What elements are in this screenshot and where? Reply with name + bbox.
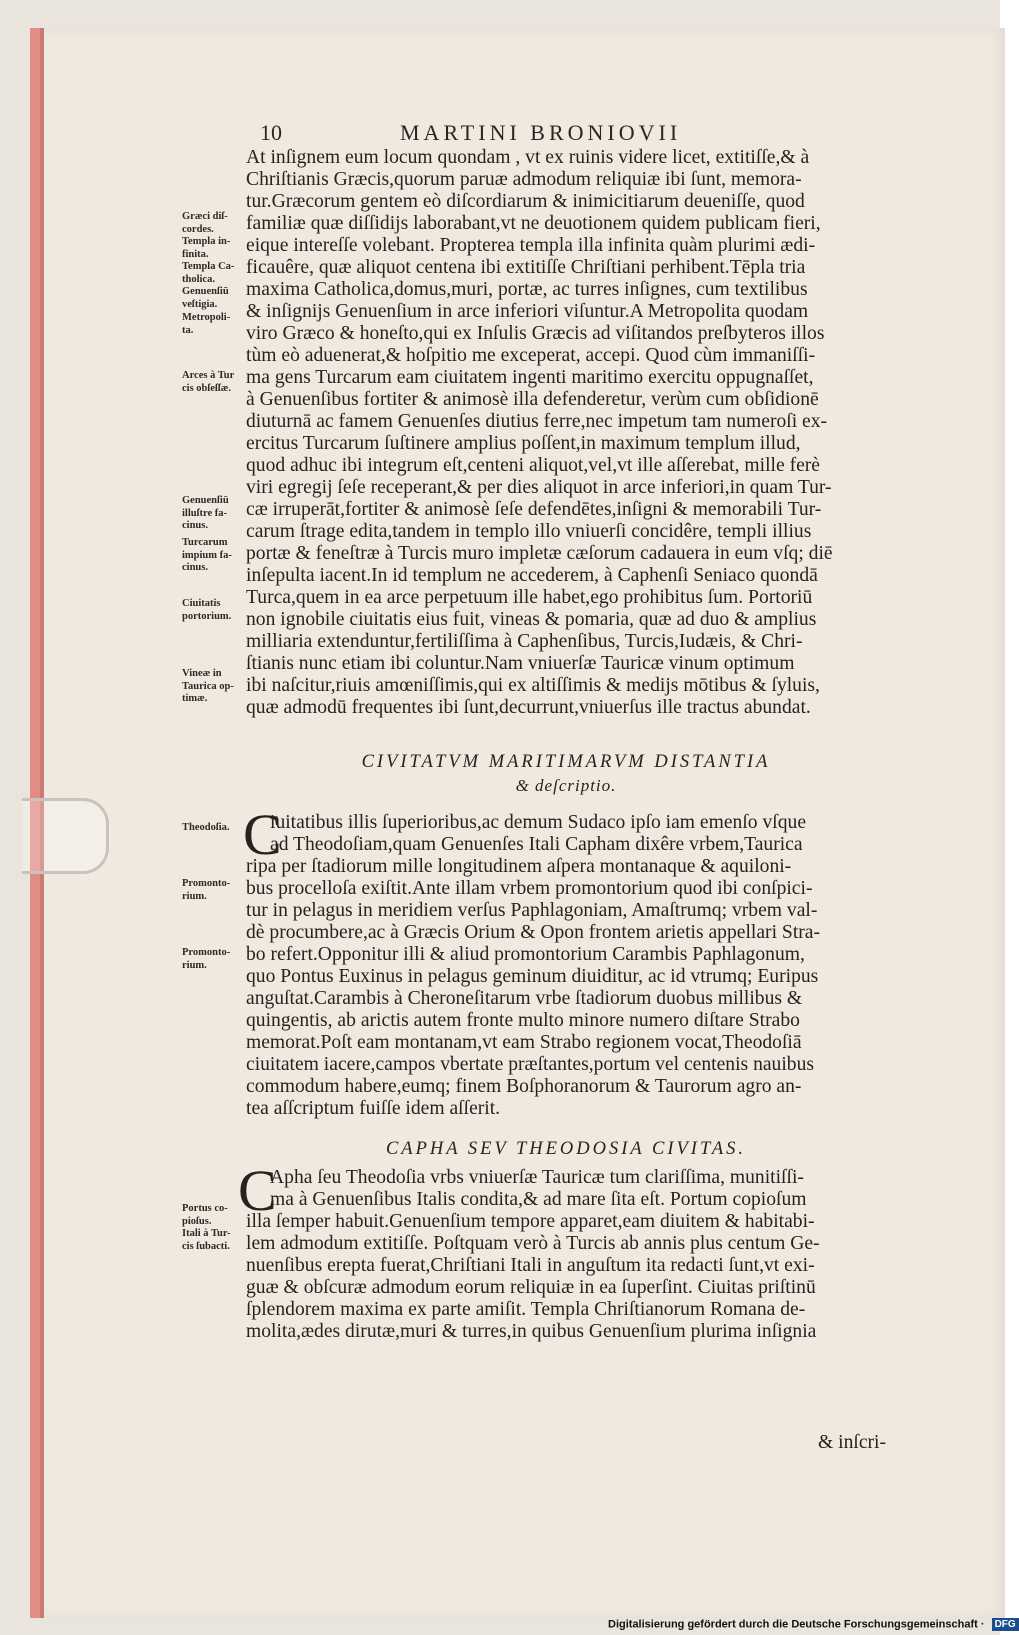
margin-note [182,312,252,337]
margin-note-line: timæ. [182,693,208,704]
margin-note-line: Templa Ca- [182,261,235,272]
drop-cap-1: C [243,802,282,867]
text-line: bus procelloſa exiſtit.Ante illam vrbem promontorium quod ibi conſpici- [246,878,813,899]
text-line: diuturnā ac famem Genuenſes diutius ferre,nec impetum tam numeroſi ex- [246,411,828,432]
text-line: guæ & obſcuræ admodum eorum reliquiæ in ea ſuperſint. Ciuitas priſtinū [246,1277,816,1298]
margin-note-line: Templa in- [182,236,231,247]
text-line: non ignobile ciuitatis eius fuit, vineas & pomaria, quæ ad duo & amplius [246,609,817,630]
text-line: eique intereſſe volebant. Propterea templa illa infinita quàm plurimi ædi- [246,235,816,256]
text-line: maxima Catholica,domus,muri, portæ, ac turres inſignes, cum textilibus [246,279,808,300]
text-block-1 [246,147,886,719]
margin-note-line: portorium. [182,610,232,622]
text-line: tea aſſcriptum fuiſſe idem aſſerit. [246,1098,501,1119]
text-line: anguſtat.Carambis à Cheroneſitarum vrbe ſtadiorum duobus millibus & [246,988,803,1009]
margin-note-line: Genuenſiū [182,495,229,506]
margin-note-line: cordes. [182,223,214,235]
margin-note-line: Taurica op- [182,680,234,692]
margin-note-line: Ciuitatis [182,598,221,609]
text-line: quod adhuc ibi integrum eſt,centeni aliquot,vel,vt ille aſſerebat, mille ferè [246,455,821,476]
text-line: ficauêre, quæ aliquot centena ibi extitiſſe Chriſtiani perhibent.Tēpla tria [246,257,806,278]
text-line: memorat.Poſt eam montanam,vt eam Strabo regionem vocat,Theodoſiā [246,1032,802,1053]
margin-note-line: Græci diſ- [182,211,228,222]
margin-note-line: tholica. [182,273,215,285]
section-heading-1: CIVITATVM MARITIMARVM DISTANTIA [361,752,771,772]
margin-note [182,1228,252,1253]
margin-note [182,668,252,706]
text-block-2 [246,812,886,1120]
text-line: Apha ſeu Theodoſia vrbs vniuerſæ Tauricæ tum clariſſima, munitiſſi- [270,1167,804,1188]
text-line: milliaria extenduntur,fertiliſſima à Caphenſibus, Turcis,Iudæis, & Chri- [246,631,803,652]
margin-note-line: pioſus. [182,1215,212,1227]
text-line: lem admodum extitiſſe. Poſtquam verò à Turcis ab annis plus centum Ge- [246,1233,820,1254]
margin-note [182,261,252,286]
margin-note-line: rium. [182,959,207,971]
section-heading-1-sub: & deſcriptio. [515,776,617,795]
margin-note [182,286,252,311]
text-line: molita,ædes dirutæ,muri & turres,in quibus Genuenſium plurima inſignia [246,1321,817,1342]
page-number: 10 [260,120,282,145]
page-clip [22,798,109,874]
text-line: ſplendorem maxima ex parte amiſit. Templa Chriſtianorum Romana de- [246,1299,806,1320]
margin-note-line: cis obſeſſæ. [182,382,231,394]
text-line: ibi naſcitur,riuis amœniſſimis,qui ex altiſſimis & medijs mōtibus & ſyluis, [246,675,820,696]
margin-note-line: veſtigia. [182,298,218,310]
margin-note [182,947,252,972]
margin-note-line: rium. [182,890,207,902]
text-line: Chriſtianis Græcis,quorum paruæ admodum reliquiæ ibi ſunt, memora- [246,169,802,190]
catchword: & inſcri- [818,1432,887,1453]
text-line: quæ admodū frequentes ibi ſunt,decurrunt,vniuerſus ille tractus abundat. [246,697,811,718]
text-line: tur.Græcorum gentem eò diſcordiarum & inimicitiarum deueniſſe, quod [246,191,805,212]
margin-note-line: cis ſubacti. [182,1240,230,1252]
dfg-logo: DFG [992,1618,1019,1631]
text-line: inſepulta iacent.In id templum ne accederem, à Caphenſi Seniaco quondā [246,565,818,586]
margin-note-line: Metropoli- [182,312,231,323]
section-heading-2: CAPHA SEV THEODOSIA CIVITAS. [385,1139,747,1159]
text-line: portæ & feneſtræ à Turcis muro impletæ cæſorum cadauera in eum vſq; diē [246,543,833,564]
margin-note [182,537,252,575]
text-line: ad Theodoſiam,quam Genuenſes Itali Capham dixêre vrbem,Taurica [270,834,803,855]
text-line: ripa per ſtadiorum mille longitudinem aſpera montanaque & aquiloni- [246,856,792,877]
text-line: tur in pelagus in meridiem verſus Paphlagoniam, Amaſtrumq; vrbem val- [246,900,818,921]
text-line: quo Pontus Euxinus in pelagus geminum diuiditur, ac id vtrumq; Euripus [246,966,819,987]
text-line: à Genuenſibus fortiter & animosè illa defenderetur, verùm cum obſidionē [246,389,819,410]
margin-note [182,495,252,533]
margin-note-line: cinus. [182,520,208,531]
footer-text: Digitalisierung gefördert durch die Deutsche Forschungsgemeinschaft · [608,1618,985,1631]
text-line: Turca,quem in ea arce perpetuum ille habet,ego prohibitus ſum. Portoriū [246,587,813,608]
text-block-3 [246,1167,886,1343]
margin-note [182,211,252,236]
text-line: cæ irruperāt,fortiter & animosè ſeſe defendētes,inſigni & memorabili Tur- [246,499,822,520]
margin-note [182,370,252,395]
margin-note-line: cinus. [182,562,208,573]
text-line: viro Græco & honeſto,qui ex Inſulis Græcis ad viſitandos preſbyteros illos [246,323,825,344]
margin-note-line: impium fa- [182,549,232,561]
text-line: quingentis, ab arictis autem fronte multo minore numero diſtare Strabo [246,1010,800,1031]
margin-note-line: Turcarum [182,537,228,548]
text-line: At inſignem eum locum quondam , vt ex ruinis videre licet, extitiſſe,& à [246,147,810,168]
running-head [260,120,880,150]
text-line: ma à Genuenſibus Italis condita,& ad mare ſita eſt. Portum copioſum [270,1189,807,1210]
text-line: carum ſtrage edita,tandem in templo illo vniuerſi concidêre, templi illius [246,521,812,542]
margin-note [182,236,252,261]
margin-note-line: ta. [182,324,194,336]
margin-note-line: Promonto- [182,947,231,958]
text-line: ma gens Turcarum eam ciuitatem ingenti maritimo exercitu oppugnaſſet, [246,367,814,388]
margin-note-line: Portus co- [182,1203,228,1214]
text-line: commodum habere,eumq; finem Boſphoranorum & Taurorum agro an- [246,1076,802,1097]
margin-note-line: Itali à Tur- [182,1228,231,1239]
text-line: illa ſemper habuit.Genuenſium tempore apparet,eam diuitem & habitabi- [246,1211,815,1232]
margin-note [182,598,252,623]
text-line: & inſignijs Genuenſium in arce inferiori viſuntur.A Metropolita quodam [246,301,809,322]
text-line: nuenſibus erepta fuerat,Chriſtiani Itali in anguſtum ita redacti ſunt,vt exi- [246,1255,815,1276]
margin-note-line: finita. [182,248,209,260]
margin-note-line: Vineæ in [182,668,222,679]
text-line: tùm eò aduenerat,& hoſpitio me exceperat, accepi. Quod cùm immaniſſi- [246,345,816,366]
margin-note-line: illuſtre fa- [182,507,228,519]
digitization-footer [608,1618,1019,1634]
margin-note-line: Genuenſiū [182,286,229,297]
margin-note [182,1203,252,1228]
margin-note [182,822,252,835]
text-line: ercitus Turcarum ſuſtinere amplius poſſent,in maximum templum illud, [246,433,801,454]
text-line: familiæ quæ diſſidijs laborabant,vt ne deuotionem quidem publicam fieri, [246,213,821,234]
text-line: ciuitatem iacere,campos vbertate præſtantes,portum vel centenis nauibus [246,1054,815,1075]
drop-cap-2: C [238,1158,277,1223]
text-line: viri egregij ſeſe receperant,& per dies aliquot in arce inferiori,in quam Tur- [246,477,832,498]
margin-note-line: Theodoſia. [182,822,230,833]
text-line: dè procumbere,ac à Græcis Orium & Opon frontem arietis appellari Stra- [246,922,821,943]
text-line: iuitatibus illis ſuperioribus,ac demum Sudaco ipſo iam emenſo vſque [270,812,807,833]
text-line: ſtianis nunc etiam ibi coluntur.Nam vniuerſæ Tauricæ vinum optimum [246,653,795,674]
margin-note [182,878,252,903]
text-line: bo refert.Opponitur illi & aliud promontorium Carambis Paphlagonum, [246,944,805,965]
margin-note-line: Arces à Tur [182,370,235,381]
margin-note-line: Promonto- [182,878,231,889]
running-title: MARTINI BRONIOVII [400,120,682,145]
